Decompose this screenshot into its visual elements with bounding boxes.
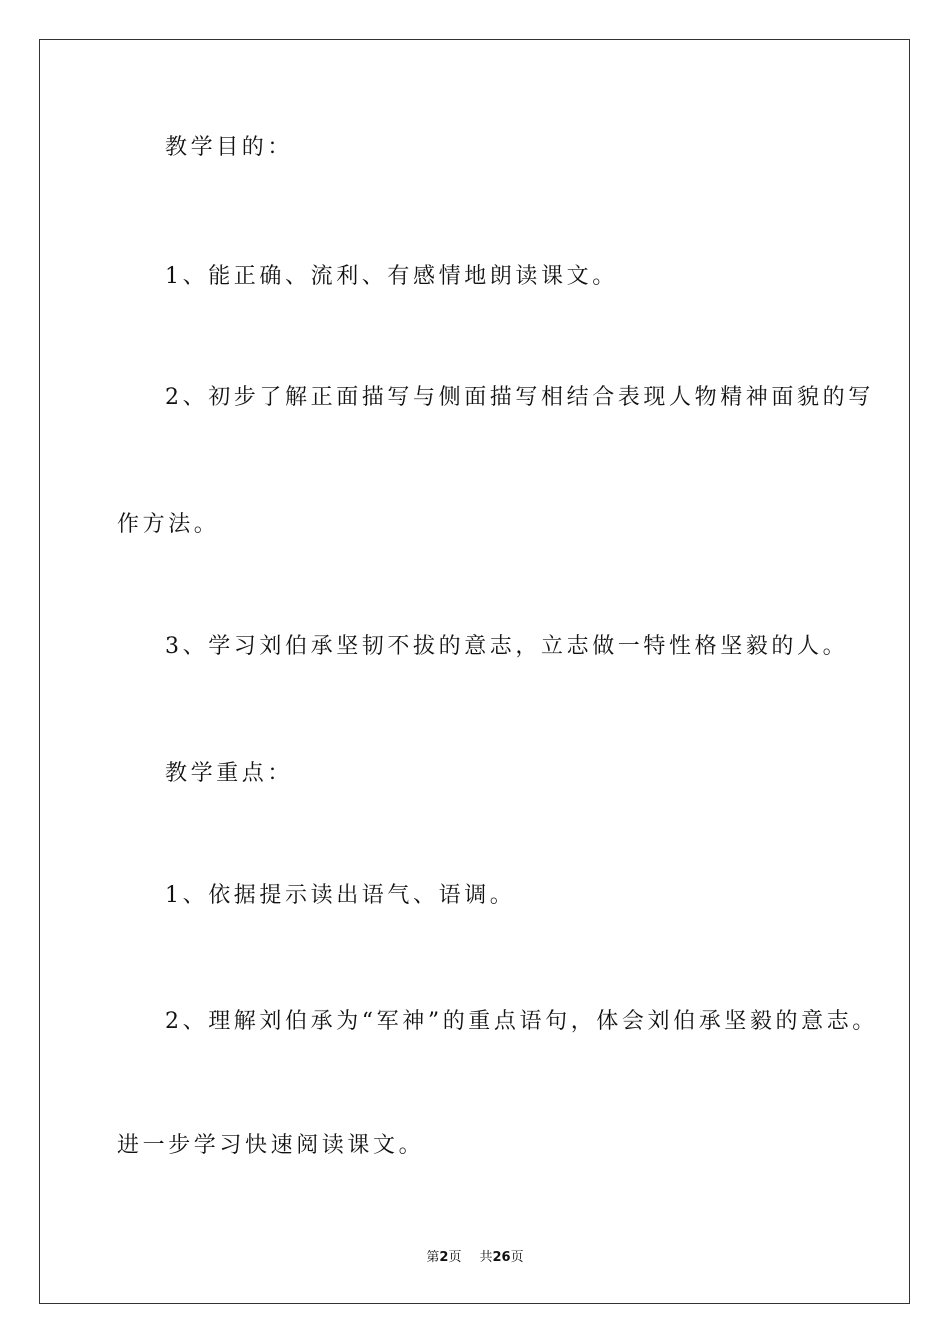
focus-item-2: 2、理解刘伯承为“军神”的重点语句，体会刘伯承坚毅的意志。 xyxy=(165,1009,878,1034)
total-suffix: 页 xyxy=(510,1250,524,1265)
total-pages: 26 xyxy=(492,1250,511,1265)
goal-item-1: 1、能正确、流利、有感情地朗读课文。 xyxy=(165,264,618,289)
goal-item-2: 2、初步了解正面描写与侧面描写相结合表现人物精神面貌的写 xyxy=(165,385,874,410)
page-border xyxy=(39,39,910,1304)
page-suffix: 页 xyxy=(448,1250,462,1265)
page-footer xyxy=(0,1249,950,1267)
focus-item-continuation: 进一步学习快速阅读课文。 xyxy=(117,1133,425,1158)
page-number: 2 xyxy=(439,1250,449,1265)
heading-teaching-goals: 教学目的： xyxy=(165,135,294,160)
goal-item-3: 3、学习刘伯承坚韧不拔的意志，立志做一特性格坚毅的人。 xyxy=(165,634,849,659)
goal-item-2-continuation: 作方法。 xyxy=(117,512,220,537)
heading-teaching-focus: 教学重点： xyxy=(165,761,294,786)
total-prefix: 共 xyxy=(479,1250,493,1265)
focus-item-1: 1、依据提示读出语气、语调。 xyxy=(165,883,516,908)
page-prefix: 第 xyxy=(426,1250,440,1265)
